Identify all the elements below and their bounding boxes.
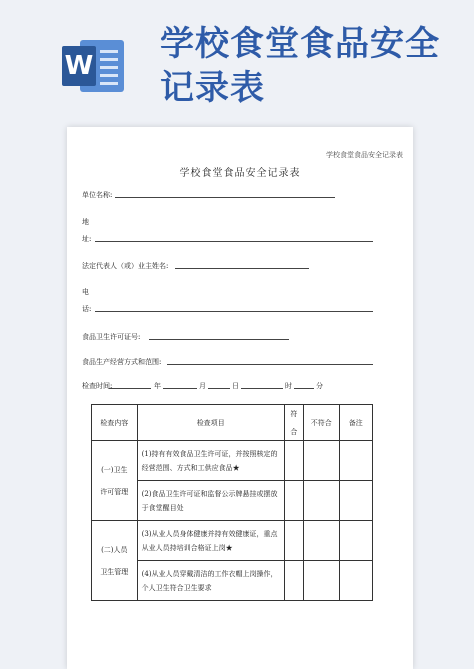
document-title: 学校食堂食品安全记录表 — [179, 168, 301, 179]
year-line — [109, 388, 151, 389]
banner — [0, 0, 474, 120]
table-header-row — [92, 405, 373, 441]
banner-title: 学校食堂食品安全记录表 — [160, 24, 440, 108]
item-3-nonconform-cell — [304, 521, 340, 561]
license-no-line — [149, 339, 289, 340]
table-row — [92, 521, 373, 561]
header-conform — [284, 405, 303, 441]
header-items: 检查项目 — [137, 405, 284, 441]
address-label-a: 地 — [82, 218, 89, 226]
group-2-label-b: 卫生管理 — [100, 567, 129, 576]
month-label: 月 — [199, 382, 206, 390]
item-4-note-cell — [339, 561, 373, 601]
item-3-conform-cell — [284, 521, 303, 561]
item-1-conform-cell — [284, 441, 303, 481]
item-2-note-cell — [339, 481, 373, 521]
table-row — [92, 441, 373, 481]
header-conform-a: 符 — [290, 409, 298, 418]
header-content: 检查内容 — [92, 405, 138, 441]
header-conform-b: 合 — [290, 427, 298, 436]
group-1-label — [92, 441, 138, 521]
minute-label: 分 — [316, 382, 323, 390]
address-label-b: 址: — [82, 235, 92, 243]
inspection-table — [91, 404, 373, 601]
legal-rep-label: 法定代表人（或）业主姓名: — [82, 262, 169, 270]
phone-label-b: 话: — [82, 305, 92, 313]
item-1: (1)持有有效食品卫生许可证，并按照核定的经营范围、方式和工供应食品★ — [137, 441, 284, 481]
item-1-note-cell — [339, 441, 373, 481]
item-2-conform-cell — [284, 481, 303, 521]
item-2-nonconform-cell — [304, 481, 340, 521]
item-1-nonconform-cell — [304, 441, 340, 481]
group-1-label-b: 许可管理 — [100, 487, 129, 496]
item-4: (4)从业人员穿戴清洁的工作衣帽上岗操作，个人卫生符合卫生要求 — [137, 561, 284, 601]
item-3: (3)从业人员身体健康并持有效健康证，重点从业人员持培训合格证上岗★ — [137, 521, 284, 561]
day-label: 日 — [232, 382, 239, 390]
word-letter-icon: W — [62, 46, 96, 86]
inspect-time-label: 检查时间: — [82, 382, 113, 390]
year-label: 年 — [154, 382, 161, 390]
group-2-label-a: (二)人员 — [101, 545, 128, 554]
day-blank-line — [208, 388, 230, 389]
group-2-label — [92, 521, 138, 601]
item-4-conform-cell — [284, 561, 303, 601]
hour-blank-line — [241, 388, 283, 389]
scope-label: 食品生产经营方式和范围: — [82, 358, 162, 366]
unit-name-line — [115, 197, 335, 198]
month-blank-line — [163, 388, 197, 389]
legal-rep-line — [175, 268, 309, 269]
header-note: 备注 — [339, 405, 373, 441]
hour-label: 时 — [285, 382, 292, 390]
header-nonconform: 不符合 — [304, 405, 340, 441]
address-line — [95, 241, 373, 242]
scope-line — [167, 364, 373, 365]
document-page — [67, 127, 413, 669]
unit-name-label: 单位名称: — [82, 191, 113, 199]
license-no-label: 食品卫生许可证号: — [82, 333, 141, 341]
item-4-nonconform-cell — [304, 561, 340, 601]
item-3-note-cell — [339, 521, 373, 561]
group-1-label-a: (一)卫生 — [101, 465, 128, 474]
minute-blank-line — [294, 388, 314, 389]
word-app-icon — [62, 36, 124, 96]
phone-label-a: 电 — [82, 288, 89, 296]
item-2: (2)食品卫生许可证和监督公示牌悬挂或摆放于食堂醒目处 — [137, 481, 284, 521]
phone-line — [95, 311, 373, 312]
page-header-text: 学校食堂食品安全记录表 — [326, 151, 403, 159]
